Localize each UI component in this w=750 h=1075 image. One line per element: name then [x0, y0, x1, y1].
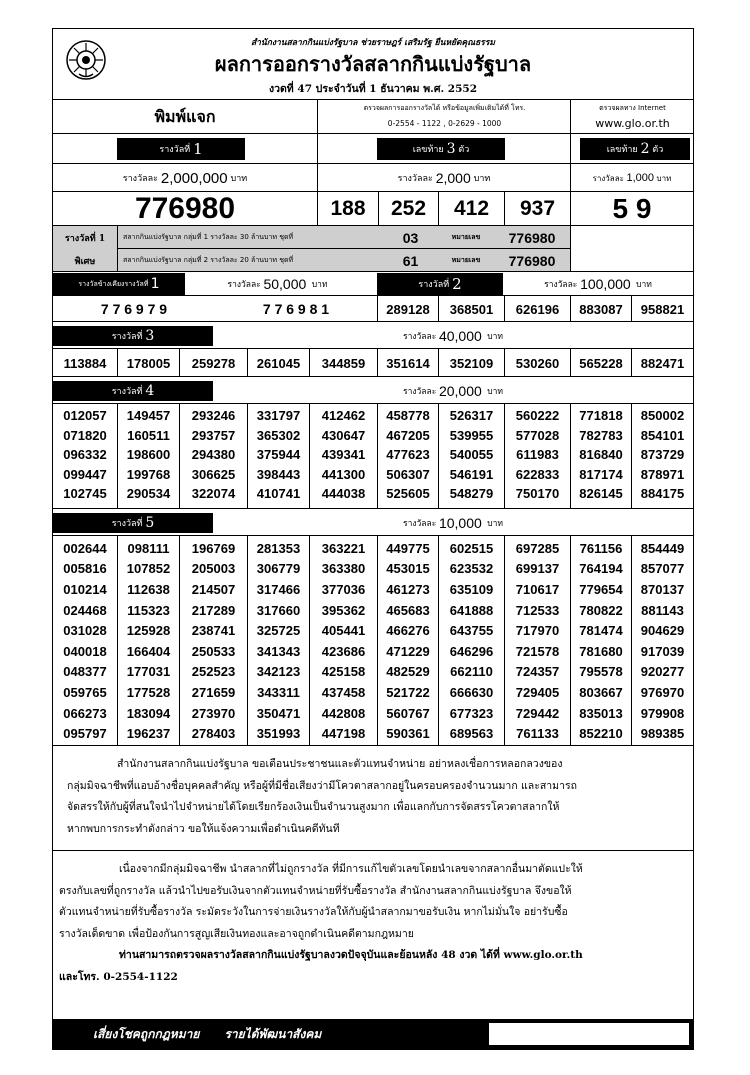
prize4-number: 622833 — [515, 466, 560, 482]
prize4-number: 526317 — [449, 408, 494, 424]
prize5-number: 107852 — [126, 561, 171, 577]
prize4-number: 878971 — [640, 466, 685, 482]
phone-check-label: ตรวจผลการออกรางวัลได้ หรือข้อมูลเพิ่มเติมได้ที่ โทร. — [363, 103, 526, 112]
prize5-number: 040018 — [63, 643, 107, 659]
prize5-number: 098111 — [127, 540, 170, 556]
page-title: ผลการออกรางวัลสลากกินแบ่งรัฐบาล — [214, 52, 532, 76]
prize5-number: 781474 — [579, 623, 623, 639]
prize4-number: 458778 — [386, 408, 430, 424]
prize5-column — [117, 536, 179, 745]
prize5-number: 761156 — [579, 540, 623, 556]
prize5-number: 917039 — [640, 643, 685, 659]
prize5-number: 662110 — [450, 664, 493, 680]
prize5-number: 166404 — [126, 643, 171, 659]
prize5-number: 095797 — [63, 726, 107, 742]
prize5-number: 689563 — [449, 726, 494, 742]
prize5-column — [247, 536, 309, 745]
prize5-number: 710617 — [515, 581, 560, 597]
prize4-column — [631, 404, 693, 508]
last2-amount: รางวัลละ 1,000 บาท — [570, 164, 693, 192]
prize4-number: 506307 — [386, 466, 430, 482]
prize5-number: 560767 — [386, 705, 430, 721]
prize5-number: 521722 — [386, 684, 430, 700]
prize5-number: 363221 — [321, 540, 366, 556]
free-distribution-label: พิมพ์แจก — [154, 106, 216, 126]
prize5-number: 904629 — [640, 623, 685, 639]
last3-header: เลขท้าย 3 ตัว — [377, 138, 505, 160]
footer-slogan: เสี่ยงโชคถูกกฎหมาย รายได้พัฒนาสังคม — [93, 1026, 322, 1041]
prize5-number: 306779 — [256, 561, 301, 577]
prize4-header: รางวัลที่ 4 — [53, 381, 213, 401]
prize4-number: 096332 — [63, 447, 107, 463]
last3-number: 188 — [317, 192, 378, 226]
prize5-number: 857077 — [640, 561, 685, 577]
notice-line: ตัวแทนจำหน่ายที่รับซื้อรางวัล ระมัดระวังในการจ่ายเงินรางวัลให้กับผู้นำสลากมาขอรับเงิน หากไม่มั่นใจ อย่ารับซื้อ — [59, 906, 568, 918]
prize2-number: 883087 — [570, 296, 631, 322]
prize5-number: 250533 — [191, 643, 236, 659]
prize4-number: 441300 — [321, 466, 366, 482]
prize4-number: 102745 — [63, 486, 107, 502]
prize5-column — [53, 536, 117, 745]
prize4-number: 331797 — [256, 408, 301, 424]
prize5-number: 048377 — [63, 664, 107, 680]
prize5-number: 112638 — [127, 581, 170, 597]
prize5-number: 271659 — [191, 684, 236, 700]
prize4-number: 817174 — [579, 466, 623, 482]
prize3-header: รางวัลที่ 3 — [53, 326, 213, 346]
prize5-number: 447198 — [321, 726, 366, 742]
prize5-number: 177031 — [126, 664, 171, 680]
prize4-number: 477623 — [386, 447, 430, 463]
near1-amount: รางวัลละ 50,000 บาท — [227, 276, 328, 292]
prize5-number: 764194 — [579, 561, 623, 577]
warning-notice — [53, 745, 693, 850]
prize5-number: 363380 — [321, 561, 366, 577]
prize4-number: 375944 — [256, 447, 301, 463]
prize4-number: 540055 — [449, 447, 494, 463]
near1-number: 7 7 6 9 8 1 — [262, 301, 330, 317]
prize4-number: 546191 — [449, 466, 494, 482]
prize2-number: 958821 — [631, 296, 693, 322]
prize1-header: รางวัลที่ 1 — [117, 138, 245, 160]
last3-number: 412 — [438, 192, 504, 226]
prize5-number: 196237 — [126, 726, 171, 742]
prize5-column — [570, 536, 631, 745]
prize5-number: 183094 — [126, 705, 171, 721]
prize4-number: 850002 — [640, 408, 685, 424]
prize5-number: 341343 — [256, 643, 301, 659]
prize3-number: 352109 — [438, 349, 504, 377]
prize4-column — [309, 404, 377, 508]
prize5-number: 351993 — [256, 726, 301, 742]
special-set: 03 — [402, 229, 419, 246]
prize5-number: 803667 — [579, 684, 623, 700]
prize5-number: 214507 — [191, 581, 236, 597]
prize5-number: 699137 — [515, 561, 560, 577]
special-desc: สลากกินแบ่งรัฐบาล กลุ่มที่ 2 รางวัลละ 20 ล้านบาท ชุดที่ — [123, 256, 294, 264]
prize3-number: 178005 — [117, 349, 179, 377]
prize5-number: 835013 — [579, 705, 623, 721]
prize5-column — [438, 536, 504, 745]
prize5-number: 343311 — [257, 684, 300, 700]
notice-line: เนื่องจากมีกลุ่มมิจฉาชีพ นำสลากที่ไม่ถูกรางวัล ที่มีการแก้ไขตัวเลขโดยนำเลขจากสลากอื่นมาตัดแปะให้ — [119, 863, 583, 875]
prize5-number: 590361 — [386, 726, 430, 742]
prize4-number: 306625 — [191, 466, 236, 482]
prize5-number: 453015 — [386, 561, 430, 577]
prize4-number: 611983 — [516, 447, 559, 463]
prize4-number: 322074 — [191, 486, 236, 502]
prize5-number: 205003 — [191, 561, 236, 577]
prize5-number: 010214 — [63, 581, 107, 597]
prize5-column — [631, 536, 693, 745]
prize5-number: 721578 — [515, 643, 560, 659]
special-set: 61 — [402, 252, 419, 269]
prize5-number: 666630 — [449, 684, 494, 700]
prize4-column — [53, 404, 117, 508]
prize4-number: 548279 — [449, 486, 494, 502]
prize4-number: 071820 — [63, 427, 107, 443]
last3-number: 252 — [378, 192, 438, 226]
prize4-number: 290534 — [126, 486, 171, 502]
prize2-amount: รางวัลละ 100,000 บาท — [544, 276, 652, 292]
prize5-grid — [53, 535, 693, 745]
prize4-number: 750170 — [515, 486, 560, 502]
last3-amount: รางวัลละ 2,000 บาท — [317, 164, 570, 192]
prize5-column — [309, 536, 377, 745]
prize4-column — [570, 404, 631, 508]
prize4-column — [438, 404, 504, 508]
draw-info: งวดที่ 47 ประจำวันที่ 1 ธันวาคม พ.ศ. 2552 — [268, 82, 478, 95]
prize5-number: 643755 — [449, 623, 494, 639]
prize5-number: 059765 — [63, 684, 107, 700]
prize5-number: 781680 — [579, 643, 623, 659]
prize4-number: 525605 — [386, 486, 430, 502]
prize5-number: 377036 — [321, 581, 366, 597]
agency-slogan: สำนักงานสลากกินแบ่งรัฐบาล ช่วยราษฎร์ เสริมรัฐ ยืนหยัดคุณธรรม — [250, 38, 496, 48]
last3-number: 937 — [504, 192, 570, 226]
prize4-number: 199768 — [126, 466, 171, 482]
prize5-number: 729405 — [515, 684, 560, 700]
prize5-number: 217289 — [191, 602, 236, 618]
prize5-number: 196769 — [191, 540, 236, 556]
prize3-numbers — [53, 348, 693, 376]
prize3-amount: รางวัลละ 40,000 บาท — [403, 327, 503, 344]
prize5-number: 342123 — [256, 664, 301, 680]
prize1-amount: รางวัลละ 2,000,000 บาท — [122, 169, 248, 187]
prize4-number: 149457 — [126, 408, 171, 424]
prize4-number: 467205 — [386, 427, 430, 443]
prize5-number: 005816 — [63, 561, 107, 577]
special-label-top: รางวัลที่ 1 — [64, 233, 106, 244]
prize5-number: 920277 — [640, 664, 685, 680]
phone-numbers: 0-2554 - 1122 , 0-2629 - 1000 — [387, 118, 502, 128]
prize4-number: 430647 — [321, 427, 366, 443]
prize3-number: 113884 — [63, 355, 107, 371]
prize4-number: 816840 — [579, 447, 623, 463]
glo-emblem-icon — [65, 39, 107, 81]
prize5-number: 066273 — [63, 705, 107, 721]
prize5-number: 317660 — [256, 602, 301, 618]
near1-number: 7 7 6 9 7 9 — [100, 301, 168, 317]
prize3-number: 530260 — [504, 349, 570, 377]
prize4-number: 365302 — [256, 427, 301, 443]
prize5-number: 482529 — [386, 664, 430, 680]
special-number: 776980 — [508, 229, 556, 246]
prize5-column — [504, 536, 570, 745]
prize3-number: 261045 — [247, 349, 309, 377]
prize5-number: 724357 — [515, 664, 560, 680]
prize5-number: 466276 — [386, 623, 430, 639]
prize3-number: 259278 — [179, 349, 247, 377]
prize4-number: 293246 — [191, 408, 236, 424]
prize4-number: 873729 — [640, 447, 685, 463]
prize4-number: 412462 — [321, 408, 366, 424]
notice-line: จัดสรรให้กับผู้ที่สนใจนำไปจำหน่ายได้โดยเรียกร้องเงินเป็นจำนวนสูงมาก เพื่อแลกกับการจัดสรรโควตาสลากให้ — [67, 801, 560, 813]
prize4-grid — [53, 403, 693, 508]
prize5-number: 115323 — [127, 602, 170, 618]
special-no-label: หมายเลข — [451, 233, 481, 241]
notice-line: ตรงกับเลขที่ถูกรางวัล แล้วนำไปขอรับเงินจากตัวแทนจำหน่ายที่รับซื้อรางวัล สำนักงานสลากกินแบ่งรัฐบาล จึงขอให้ — [59, 884, 572, 897]
prize5-number: 979908 — [640, 705, 685, 721]
prize5-number: 031028 — [63, 623, 107, 639]
prize5-number: 646296 — [449, 643, 494, 659]
notice-line: รางวัลเด็ดขาด เพื่อป้องกันการสูญเสียเงินทองและอาจถูกดำเนินคดีตามกฎหมาย — [59, 927, 414, 940]
special-number: 776980 — [508, 252, 556, 269]
prize5-number: 852210 — [579, 726, 623, 742]
prize5-number: 273970 — [191, 705, 236, 721]
prize5-number: 881143 — [641, 602, 684, 618]
prize5-number: 870137 — [640, 581, 685, 597]
last2-header: เลขท้าย 2 ตัว — [580, 138, 690, 160]
prize5-number: 761133 — [516, 726, 559, 742]
prize5-number: 779654 — [579, 581, 623, 597]
prize5-header: รางวัลที่ 5 — [53, 513, 213, 533]
prize2-header: รางวัลที่ 2 — [377, 273, 503, 295]
notice-line: กลุ่มมิจฉาชีพที่แอบอ้างชื่อบุคคลสำคัญ หรือผู้ที่มีชื่อเสียงว่ามีโควตาสลากอยู่ในครอบครองจำนวนมาก และสามารถ — [67, 779, 577, 792]
prize5-number: 677323 — [449, 705, 494, 721]
prize3-number: 882471 — [631, 349, 693, 377]
prize5-number: 717970 — [515, 623, 560, 639]
prize5-amount: รางวัลละ 10,000 บาท — [403, 514, 503, 531]
notice-line: หากพบการกระทำดังกล่าว ขอให้แจ้งความเพื่อดำเนินคดีทันที — [67, 822, 340, 835]
prize4-column — [377, 404, 438, 508]
prize4-number: 560222 — [515, 408, 560, 424]
prize4-number: 826145 — [579, 486, 623, 502]
prize4-column — [247, 404, 309, 508]
prize5-number: 238741 — [191, 623, 236, 639]
notice-line: ท่านสามารถตรวจผลรางวัลสลากกินแบ่งรัฐบาลงวดปัจจุบันและย้อนหลัง 48 งวด ได้ที่ www.glo.or.th — [119, 949, 583, 961]
prize4-number: 198600 — [126, 447, 171, 463]
prize5-number: 437458 — [321, 684, 366, 700]
prize4-amount: รางวัลละ 20,000 บาท — [403, 382, 503, 399]
prize5-number: 712533 — [515, 602, 560, 618]
prize3-number: 344859 — [309, 349, 377, 377]
near1-header: รางวัลข้างเคียงรางวัลที่ 1 — [53, 273, 185, 295]
prize5-number: 465683 — [386, 602, 430, 618]
prize5-number: 125928 — [126, 623, 171, 639]
special-desc: สลากกินแบ่งรัฐบาล กลุ่มที่ 1 รางวัลละ 30 ล้านบาท ชุดที่ — [123, 233, 294, 241]
prize4-number: 771818 — [579, 408, 623, 424]
notice-line: สำนักงานสลากกินแบ่งรัฐบาล ขอเตือนประชาชนและตัวแทนจำหน่าย อย่าหลงเชื่อการหลอกลวงของ — [117, 758, 563, 770]
prize4-number: 160511 — [127, 427, 170, 443]
prize4-column — [504, 404, 570, 508]
prize5-number: 317466 — [256, 581, 301, 597]
special-prize-block — [53, 225, 570, 271]
prize4-column — [179, 404, 247, 508]
special-no-label: หมายเลข — [451, 256, 481, 264]
prize5-number: 641888 — [449, 602, 494, 618]
prize5-number: 623532 — [449, 561, 494, 577]
last2-number: 5 9 — [570, 192, 693, 226]
special-label-bottom: พิเศษ — [74, 256, 96, 267]
prize4-number: 439341 — [321, 447, 366, 463]
prize4-number: 099447 — [63, 466, 107, 482]
prize2-number: 368501 — [438, 296, 504, 322]
prize1-number: 776980 — [134, 192, 236, 225]
prize4-number: 884175 — [640, 486, 685, 502]
prize5-number: 697285 — [515, 540, 560, 556]
prize5-number: 989385 — [640, 726, 685, 742]
prize5-number: 405441 — [321, 623, 366, 639]
lottery-results-sheet — [52, 28, 694, 1050]
prize2-number: 289128 — [377, 296, 438, 322]
footer-blank-box — [489, 1023, 689, 1045]
prize5-number: 729442 — [515, 705, 560, 721]
prize5-number: 976970 — [640, 684, 685, 700]
prize5-number: 024468 — [63, 602, 107, 618]
prize4-number: 012057 — [63, 408, 107, 424]
prize5-column — [377, 536, 438, 745]
prize5-number: 602515 — [449, 540, 494, 556]
prize5-number: 449775 — [386, 540, 430, 556]
prize5-number: 278403 — [191, 726, 236, 742]
prize2-number: 626196 — [504, 296, 570, 322]
prize4-number: 444038 — [321, 486, 366, 502]
prize5-number: 780822 — [579, 602, 623, 618]
prize5-number: 177528 — [126, 684, 171, 700]
website-link[interactable]: www.glo.or.th — [595, 116, 670, 130]
prize5-number: 325725 — [256, 623, 301, 639]
prize4-number: 294380 — [191, 447, 236, 463]
prize5-number: 471229 — [386, 643, 430, 659]
prize4-number: 539955 — [449, 427, 494, 443]
footer-bar — [53, 1019, 693, 1049]
prize4-number: 854101 — [640, 427, 685, 443]
prize5-number: 350471 — [256, 705, 301, 721]
prize3-number: 565228 — [570, 349, 631, 377]
prize4-number: 577028 — [515, 427, 560, 443]
prize4-number: 293757 — [191, 427, 236, 443]
prize5-number: 442808 — [321, 705, 366, 721]
prize5-number: 395362 — [321, 602, 366, 618]
fraud-notice — [53, 850, 693, 1015]
internet-check-label: ตรวจผลทาง Internet — [599, 103, 666, 112]
prize3-number: 351614 — [377, 349, 438, 377]
prize5-number: 002644 — [63, 540, 107, 556]
prize5-number: 854449 — [640, 540, 685, 556]
prize4-column — [117, 404, 179, 508]
prize4-number: 410741 — [256, 486, 301, 502]
prize4-number: 398443 — [256, 466, 301, 482]
prize4-number: 782783 — [579, 427, 623, 443]
prize5-number: 281353 — [256, 540, 301, 556]
prize5-number: 425158 — [321, 664, 366, 680]
prize5-column — [179, 536, 247, 745]
prize5-number: 795578 — [579, 664, 623, 680]
prize5-number: 252523 — [191, 664, 236, 680]
prize5-number: 461273 — [386, 581, 430, 597]
prize5-number: 423686 — [321, 643, 366, 659]
prize5-number: 635109 — [449, 581, 494, 597]
notice-line: และโทร. 0-2554-1122 — [59, 970, 178, 983]
